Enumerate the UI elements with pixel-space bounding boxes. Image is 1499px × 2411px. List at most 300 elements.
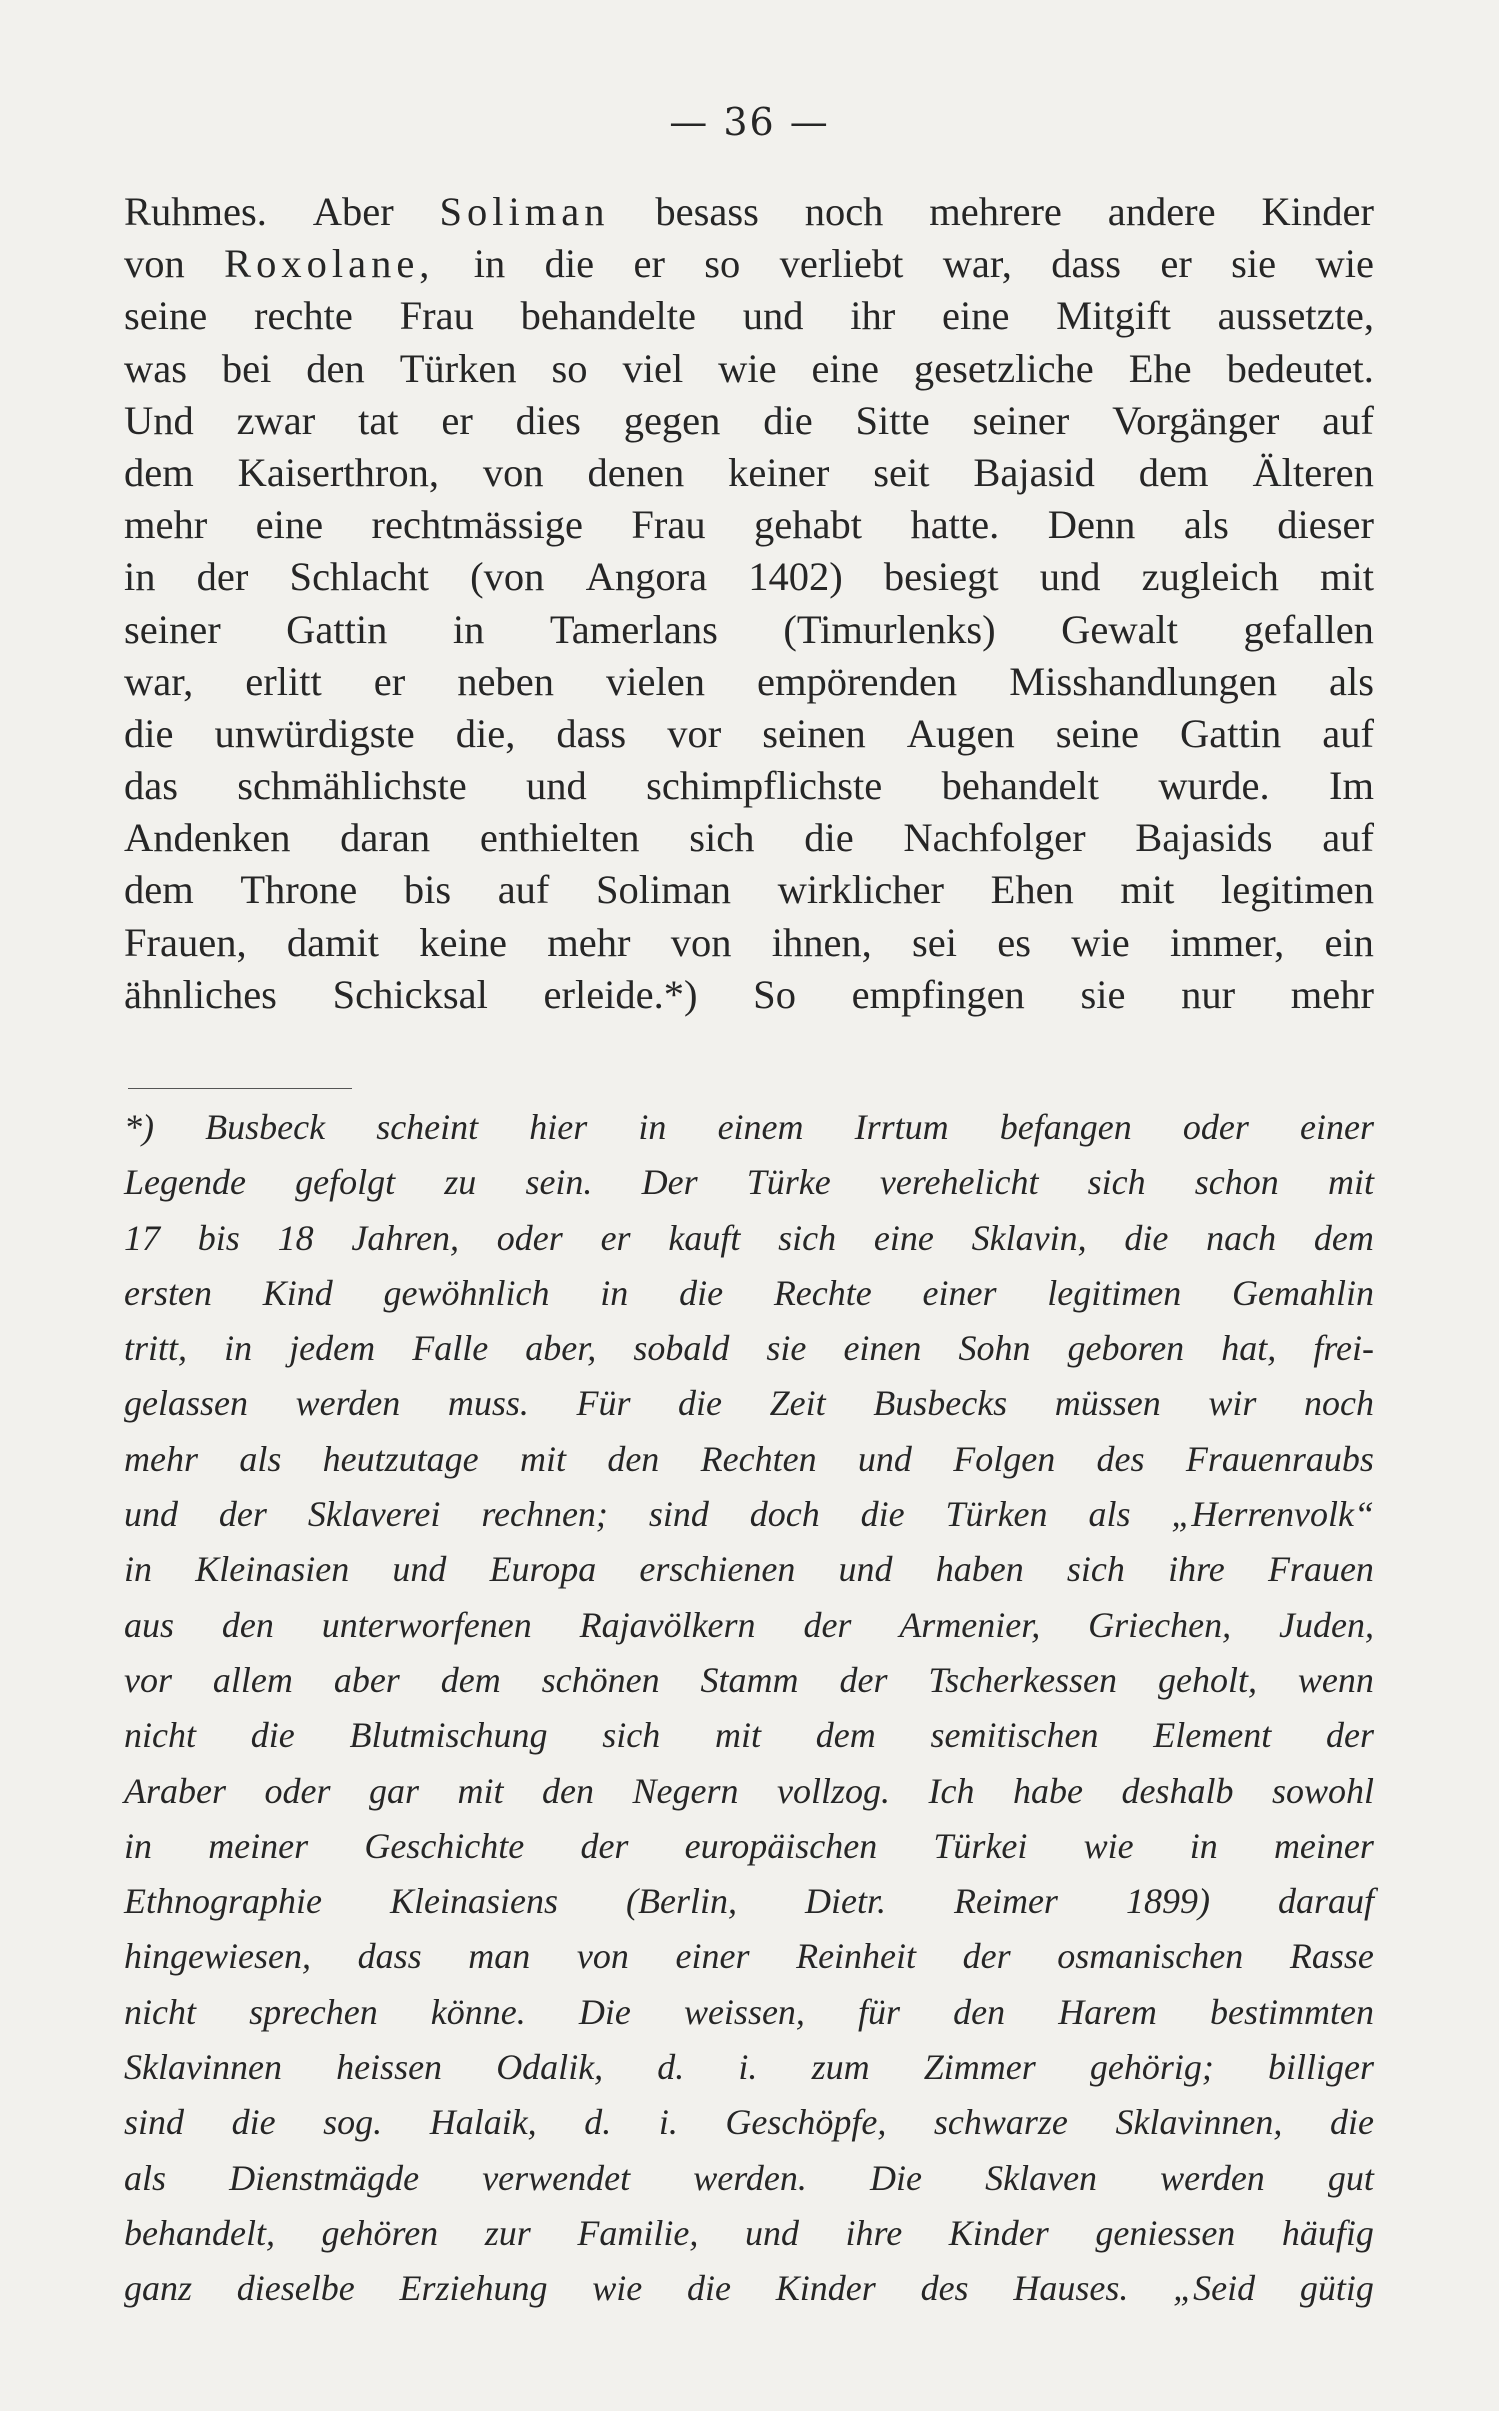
- word: (Berlin,: [625, 1881, 737, 1922]
- word: als: [239, 1438, 282, 1479]
- text-line: [124, 186, 1374, 238]
- word: Kinder: [775, 2268, 876, 2309]
- word: wie: [592, 2268, 643, 2309]
- word: Kind: [262, 1272, 333, 1313]
- word: ersten: [124, 1272, 212, 1313]
- word: Ehe: [1128, 345, 1192, 391]
- word: semitischen: [930, 1715, 1099, 1756]
- word: nicht: [124, 1991, 196, 2032]
- word: Falle: [412, 1328, 489, 1369]
- word: ihnen,: [771, 919, 872, 965]
- word: man: [468, 1936, 531, 1977]
- word: Gattin: [1180, 710, 1282, 756]
- word: Nachfolger: [903, 815, 1086, 861]
- word: empörenden: [757, 658, 958, 704]
- word: einen: [843, 1328, 922, 1369]
- word: wirklicher: [777, 867, 945, 913]
- word: in: [124, 554, 156, 600]
- footnote-line: [124, 2040, 1374, 2095]
- word: Türken: [945, 1494, 1048, 1535]
- footnote-line: [124, 1819, 1374, 1874]
- word: gar: [369, 1770, 420, 1811]
- text-line: [124, 604, 1374, 656]
- word: behandelt,: [124, 2212, 275, 2253]
- word: gehörig;: [1089, 2047, 1214, 2088]
- word: bis: [403, 867, 452, 913]
- footnote-line: [124, 1321, 1374, 1376]
- word: auf: [1322, 397, 1374, 443]
- footnote-line: [124, 2151, 1374, 2206]
- word: sich: [689, 815, 755, 861]
- footnote-line: [124, 1929, 1374, 1984]
- footnote-line: [124, 1653, 1374, 1708]
- footnote-line: [124, 1874, 1374, 1929]
- word: Dietr.: [804, 1881, 886, 1922]
- text-line: [124, 290, 1374, 342]
- text-line: [124, 864, 1374, 916]
- word: schmählichste: [237, 763, 467, 809]
- word: geholt,: [1157, 1659, 1257, 1700]
- word: eine: [873, 1217, 934, 1258]
- word: in: [452, 606, 485, 652]
- word: unwürdigste: [214, 710, 415, 756]
- word: war,: [942, 241, 1012, 287]
- word: kauft: [668, 1217, 741, 1258]
- word: oder: [264, 1770, 331, 1811]
- word: Im: [1328, 763, 1374, 809]
- word: Harem: [1058, 1991, 1157, 2032]
- text-line: [124, 395, 1374, 447]
- word: den: [607, 1438, 660, 1479]
- text-line: [124, 969, 1374, 1021]
- word: Aber: [312, 189, 394, 234]
- word: Jahren,: [351, 1217, 459, 1258]
- word: zwar: [236, 397, 316, 443]
- word: heissen: [336, 2047, 443, 2088]
- word: empfingen: [851, 971, 1025, 1017]
- word: wurde.: [1158, 763, 1270, 809]
- word: vor: [667, 710, 722, 756]
- word: dies: [515, 397, 581, 443]
- word: Frauen: [1267, 1549, 1374, 1590]
- footnote-line: [124, 1432, 1374, 1487]
- word: Ehen: [990, 867, 1074, 913]
- word: Busbecks: [873, 1383, 1008, 1424]
- word: die: [231, 2102, 276, 2143]
- word: des: [1096, 1438, 1145, 1479]
- word: Zimmer: [923, 2047, 1036, 2088]
- word: häufig: [1281, 2212, 1374, 2253]
- word: als: [1088, 1494, 1131, 1535]
- word: mit: [519, 1438, 566, 1479]
- word: besiegt: [883, 554, 999, 600]
- word: und: [857, 1438, 912, 1479]
- word: 18: [277, 1217, 314, 1258]
- word: gegen: [623, 397, 721, 443]
- word: gelassen: [124, 1383, 248, 1424]
- word: von: [576, 1936, 629, 1977]
- word: behandelt: [941, 763, 1100, 809]
- word: die: [679, 1272, 724, 1313]
- word: gehabt: [754, 502, 863, 548]
- word: rechnen;: [481, 1494, 608, 1535]
- word: gesetzliche: [913, 345, 1094, 391]
- word: mit: [715, 1715, 762, 1756]
- word: aussetzte,: [1217, 293, 1374, 339]
- word: nach: [1206, 1217, 1277, 1258]
- word: mit: [457, 1770, 504, 1811]
- word: Kleinasien: [195, 1549, 350, 1590]
- word: Araber: [124, 1770, 226, 1811]
- word: dass: [357, 1936, 422, 1977]
- word: und: [392, 1549, 447, 1590]
- word: bis: [197, 1217, 240, 1258]
- word: den: [953, 1991, 1006, 2032]
- word: Frau: [399, 293, 474, 339]
- word: dass: [556, 710, 627, 756]
- word: Bajasid: [973, 449, 1095, 495]
- word: wie: [1083, 1825, 1134, 1866]
- word: dieselbe: [236, 2268, 355, 2309]
- word: Mitgift: [1056, 293, 1171, 339]
- word: er: [373, 658, 406, 704]
- word: oder: [1182, 1107, 1249, 1147]
- word: die: [250, 1715, 295, 1756]
- word: von: [482, 449, 544, 495]
- word: auf: [1322, 815, 1374, 861]
- word: legitimen: [1047, 1272, 1182, 1313]
- text-line: [124, 447, 1374, 499]
- word: billiger: [1267, 2047, 1374, 2088]
- word: Stamm: [700, 1659, 799, 1700]
- word: Juden,: [1279, 1604, 1374, 1645]
- word: Gemahlin: [1231, 1272, 1374, 1313]
- word: Augen: [906, 710, 1015, 756]
- word: Sklaven: [985, 2157, 1098, 2198]
- word: mehr: [1290, 971, 1374, 1017]
- word: mehr: [547, 919, 631, 965]
- word: dem: [1138, 449, 1209, 495]
- word: die: [1124, 1217, 1169, 1258]
- footnote-line: [124, 1155, 1374, 1210]
- word: i.: [738, 2047, 758, 2088]
- footnote-line: [124, 1487, 1374, 1542]
- word: Misshandlungen: [1009, 658, 1277, 704]
- word: (von: [470, 554, 545, 600]
- word: erschienen: [639, 1549, 796, 1590]
- word: europäischen: [684, 1825, 878, 1866]
- word: seinen: [762, 710, 866, 756]
- word: seine: [124, 293, 208, 339]
- word: Europa: [489, 1549, 597, 1590]
- word: wie: [1315, 241, 1374, 287]
- footnote-line: [124, 1598, 1374, 1653]
- word: die: [804, 815, 854, 861]
- word: osmanischen: [1057, 1936, 1244, 1977]
- word: Rechten: [700, 1438, 817, 1479]
- word: geboren: [1067, 1328, 1185, 1369]
- word: zum: [811, 2047, 870, 2088]
- word: schon: [1194, 1162, 1279, 1203]
- word: der: [218, 1494, 267, 1535]
- text-line: [124, 656, 1374, 708]
- footnote-block: [124, 1100, 1374, 2317]
- word: mehr: [124, 1438, 198, 1479]
- word: dem: [440, 1659, 501, 1700]
- word: Denn: [1047, 502, 1136, 548]
- word: bedeutet.: [1226, 345, 1374, 391]
- word: Für: [576, 1383, 631, 1424]
- word: Ich: [928, 1770, 975, 1811]
- word: Halaik,: [429, 2102, 537, 2143]
- word: und: [1039, 554, 1101, 600]
- word: wie: [718, 345, 777, 391]
- word: noch: [1304, 1383, 1374, 1424]
- word: aber: [333, 1659, 400, 1700]
- footnote-line: [124, 1764, 1374, 1819]
- word: befangen: [999, 1107, 1132, 1147]
- word: heutzutage: [322, 1438, 479, 1479]
- word: sind: [648, 1494, 709, 1535]
- word: verliebt: [779, 241, 904, 287]
- page-number: — 36 —: [669, 100, 830, 144]
- word: Sklavinnen: [124, 2047, 282, 2088]
- text-line: [124, 343, 1374, 395]
- word: auf: [1322, 710, 1374, 756]
- word: für: [858, 1991, 901, 2032]
- word: vielen: [606, 658, 705, 704]
- word: ganz: [124, 2268, 193, 2309]
- word: Rajavölkern: [579, 1604, 756, 1645]
- word: hier: [529, 1107, 588, 1147]
- word: hingewiesen,: [124, 1936, 311, 1977]
- word: schwarze: [933, 2102, 1068, 2143]
- word: ihre: [1168, 1549, 1225, 1590]
- word: dass: [1051, 241, 1121, 287]
- word: könne.: [430, 1991, 526, 2032]
- word: müssen: [1054, 1383, 1161, 1424]
- word: Reimer: [953, 1881, 1058, 1922]
- word: noch: [804, 189, 884, 234]
- word: das: [124, 763, 178, 809]
- word: mit: [1327, 1162, 1374, 1203]
- text-line: [124, 551, 1374, 603]
- word: und: [838, 1549, 893, 1590]
- word: Soliman: [595, 867, 731, 913]
- word: Vorgänger: [1112, 397, 1280, 443]
- word: dem: [124, 449, 194, 495]
- word: der: [962, 1936, 1011, 1977]
- word: sog.: [323, 2102, 383, 2143]
- word: immer,: [1169, 919, 1285, 965]
- word: meiner: [1273, 1825, 1374, 1866]
- footnote-line: [124, 2095, 1374, 2150]
- word: dieser: [1277, 502, 1374, 548]
- word: keine: [419, 919, 508, 965]
- word: 1899): [1125, 1881, 1210, 1922]
- footnote-line: [124, 2206, 1374, 2261]
- word: des: [920, 2268, 969, 2309]
- word: bei: [221, 345, 272, 391]
- word: der: [803, 1604, 852, 1645]
- word: er: [600, 1217, 631, 1258]
- word: damit: [286, 919, 380, 965]
- word: er: [441, 397, 473, 443]
- word: Türken: [399, 345, 517, 391]
- word: legitimen: [1220, 867, 1374, 913]
- word: Irrtum: [854, 1107, 949, 1147]
- word: dem: [124, 867, 194, 913]
- word: war,: [124, 658, 194, 704]
- word: den: [306, 345, 365, 391]
- word: einem: [717, 1107, 804, 1147]
- word: Geschöpfe,: [725, 2102, 887, 2143]
- word: Busbeck: [205, 1107, 326, 1147]
- word: in: [124, 1549, 153, 1590]
- word: in: [1189, 1825, 1218, 1866]
- word: Tamerlans: [549, 606, 718, 652]
- word: Angora: [585, 554, 708, 600]
- word: Kinder: [948, 2212, 1049, 2253]
- word: und: [744, 2212, 799, 2253]
- word: Frauen,: [124, 919, 247, 965]
- word: sei: [912, 919, 958, 965]
- word: zur: [484, 2212, 531, 2253]
- footnote-line: [124, 1266, 1374, 1321]
- word: wir: [1208, 1383, 1257, 1424]
- word: eine: [811, 345, 879, 391]
- text-line: [124, 708, 1374, 760]
- word: er: [1160, 241, 1192, 287]
- word: gefallen: [1243, 606, 1374, 652]
- footnote-line: [124, 1100, 1374, 1155]
- word: einer: [1300, 1107, 1374, 1147]
- word: eine: [941, 293, 1010, 339]
- word: nur: [1181, 971, 1236, 1017]
- word: Legende: [124, 1162, 246, 1203]
- word: seiner: [972, 397, 1070, 443]
- word: hat,: [1221, 1328, 1277, 1369]
- footnote-line: [124, 1708, 1374, 1763]
- text-line: [124, 499, 1374, 551]
- word: (Timurlenks): [783, 606, 996, 652]
- word: einer: [675, 1936, 750, 1977]
- word: Roxolane,: [224, 241, 435, 287]
- word: besass: [655, 189, 759, 234]
- word: Frauenraubs: [1185, 1438, 1374, 1479]
- word: gefolgt: [295, 1162, 396, 1203]
- word: wie: [1071, 919, 1130, 965]
- word: deshalb: [1121, 1770, 1234, 1811]
- word: muss.: [447, 1383, 529, 1424]
- word: seit: [873, 449, 930, 495]
- word: gütig: [1299, 2268, 1374, 2309]
- word: Schlacht: [289, 554, 430, 600]
- word: so: [551, 345, 588, 391]
- word: nicht: [124, 1715, 196, 1756]
- word: sich: [602, 1715, 661, 1756]
- word: allem: [212, 1659, 293, 1700]
- word: meiner: [208, 1825, 309, 1866]
- word: der: [1326, 1715, 1374, 1756]
- word: ähnliches: [124, 971, 277, 1017]
- text-line: [124, 917, 1374, 969]
- word: behandelte: [520, 293, 697, 339]
- word: eine: [255, 502, 324, 548]
- text-line: [124, 238, 1374, 290]
- word: er: [633, 241, 665, 287]
- word: als: [1183, 502, 1229, 548]
- word: Negern: [632, 1770, 739, 1811]
- word: in: [473, 241, 506, 287]
- word: die: [1329, 2102, 1374, 2143]
- word: habe: [1012, 1770, 1083, 1811]
- word: werden.: [693, 2157, 807, 2198]
- word: Sklavinnen,: [1115, 2102, 1283, 2143]
- text-line: [124, 760, 1374, 812]
- word: ein: [1324, 919, 1374, 965]
- word: Dienstmägde: [229, 2157, 420, 2198]
- footnote-line: [124, 2261, 1374, 2316]
- word: die: [763, 397, 813, 443]
- word: sie: [1080, 971, 1126, 1017]
- word: doch: [749, 1494, 820, 1535]
- word: in: [600, 1272, 629, 1313]
- word: verehelicht: [879, 1162, 1039, 1203]
- word: Odalik,: [496, 2047, 604, 2088]
- word: Ethnographie: [124, 1881, 322, 1922]
- word: ihr: [850, 293, 896, 339]
- footnote-line: [124, 1211, 1374, 1266]
- word: in: [638, 1107, 667, 1147]
- main-text-block: [124, 186, 1374, 1021]
- word: Familie,: [577, 2212, 699, 2253]
- footnote-divider: [128, 1088, 352, 1089]
- word: verwendet: [482, 2157, 631, 2198]
- word: als: [1328, 658, 1374, 704]
- word: den: [221, 1604, 274, 1645]
- word: die: [124, 710, 174, 756]
- word: jedem: [289, 1328, 376, 1369]
- word: darauf: [1277, 1881, 1374, 1922]
- word: 17: [124, 1217, 160, 1258]
- word: zugleich: [1141, 554, 1279, 600]
- word: Gewalt: [1061, 606, 1179, 652]
- word: sie: [1231, 241, 1277, 287]
- word: 1402): [748, 554, 843, 600]
- word: weissen,: [683, 1991, 805, 2032]
- word: sowohl: [1271, 1770, 1374, 1811]
- word: die: [678, 1383, 723, 1424]
- word: Sklaverei: [307, 1494, 441, 1535]
- word: vollzog.: [777, 1770, 890, 1811]
- word: „Herrenvolk“: [1171, 1494, 1374, 1535]
- word: aus: [124, 1604, 175, 1645]
- word: Der: [641, 1162, 698, 1203]
- word: Kinder: [1261, 189, 1374, 234]
- word: daran: [340, 815, 431, 861]
- word: zu: [444, 1162, 477, 1203]
- word: die,: [455, 710, 516, 756]
- word: es: [997, 919, 1032, 965]
- word: Zeit: [769, 1383, 826, 1424]
- word: vor: [124, 1659, 172, 1700]
- word: Schicksal: [332, 971, 488, 1017]
- word: haben: [935, 1549, 1024, 1590]
- word: wenn: [1297, 1659, 1374, 1700]
- word: gehören: [321, 2212, 439, 2253]
- word: Und: [124, 397, 194, 443]
